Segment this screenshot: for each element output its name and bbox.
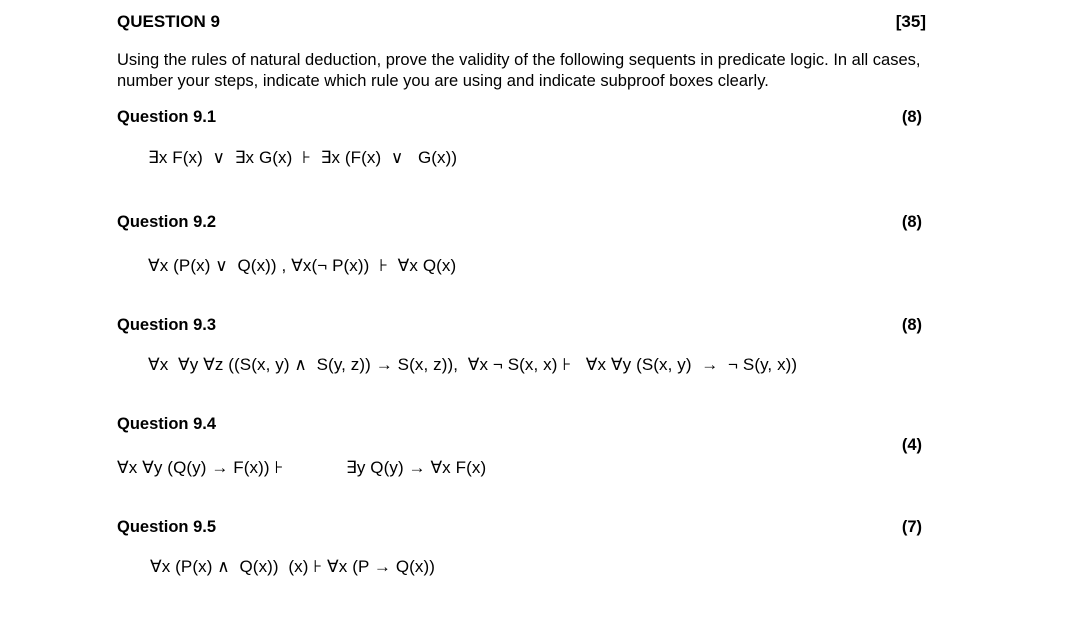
question-9-2-sequent: ∀x (P(x) ∨ Q(x)) , ∀x(¬ P(x)) ⊦ ∀x Q(x)	[148, 256, 457, 275]
question-9-5-heading: Question 9.5	[117, 518, 217, 536]
question-9-1-heading: Question 9.1	[117, 108, 217, 126]
question-9-5-marks: (7)	[901, 518, 922, 536]
question-9-2-heading: Question 9.2	[117, 213, 217, 231]
question-9-4-sequent-right: ∃y Q(y) → ∀x F(x)	[346, 458, 487, 477]
instructions: Using the rules of natural deduction, prove the validity of the following sequents in predicate logic. In all cases, number your steps, indicate which rule you are using and indicate subproof boxes clearly.	[117, 51, 921, 90]
question-9-1-marks: (8)	[901, 108, 922, 126]
question-9-3-heading: Question 9.3	[117, 316, 217, 334]
question-9-4-marks: (4)	[901, 436, 922, 454]
question-9-2-marks: (8)	[901, 213, 922, 231]
question-9-3-marks: (8)	[901, 316, 922, 334]
question-9-5-sequent: ∀x (P(x) ∧ Q(x)) (x) ⊦ ∀x (P → Q(x))	[150, 557, 436, 576]
question-9-4-heading: Question 9.4	[117, 415, 217, 433]
question-9-3-sequent: ∀x ∀y ∀z ((S(x, y) ∧ S(y, z)) → S(x, z)), ∀x ¬ S(x, x) ⊦ ∀x ∀y (S(x, y) → ¬ S(y, x))	[148, 355, 798, 374]
total-marks: [35]	[895, 12, 926, 31]
question-title: QUESTION 9	[117, 12, 220, 31]
question-9-4-sequent-left: ∀x ∀y (Q(y) → F(x)) ⊦	[117, 458, 284, 477]
question-9-1-sequent: ∃x F(x) ∨ ∃x G(x) ⊦ ∃x (F(x) ∨ G(x))	[148, 148, 458, 167]
